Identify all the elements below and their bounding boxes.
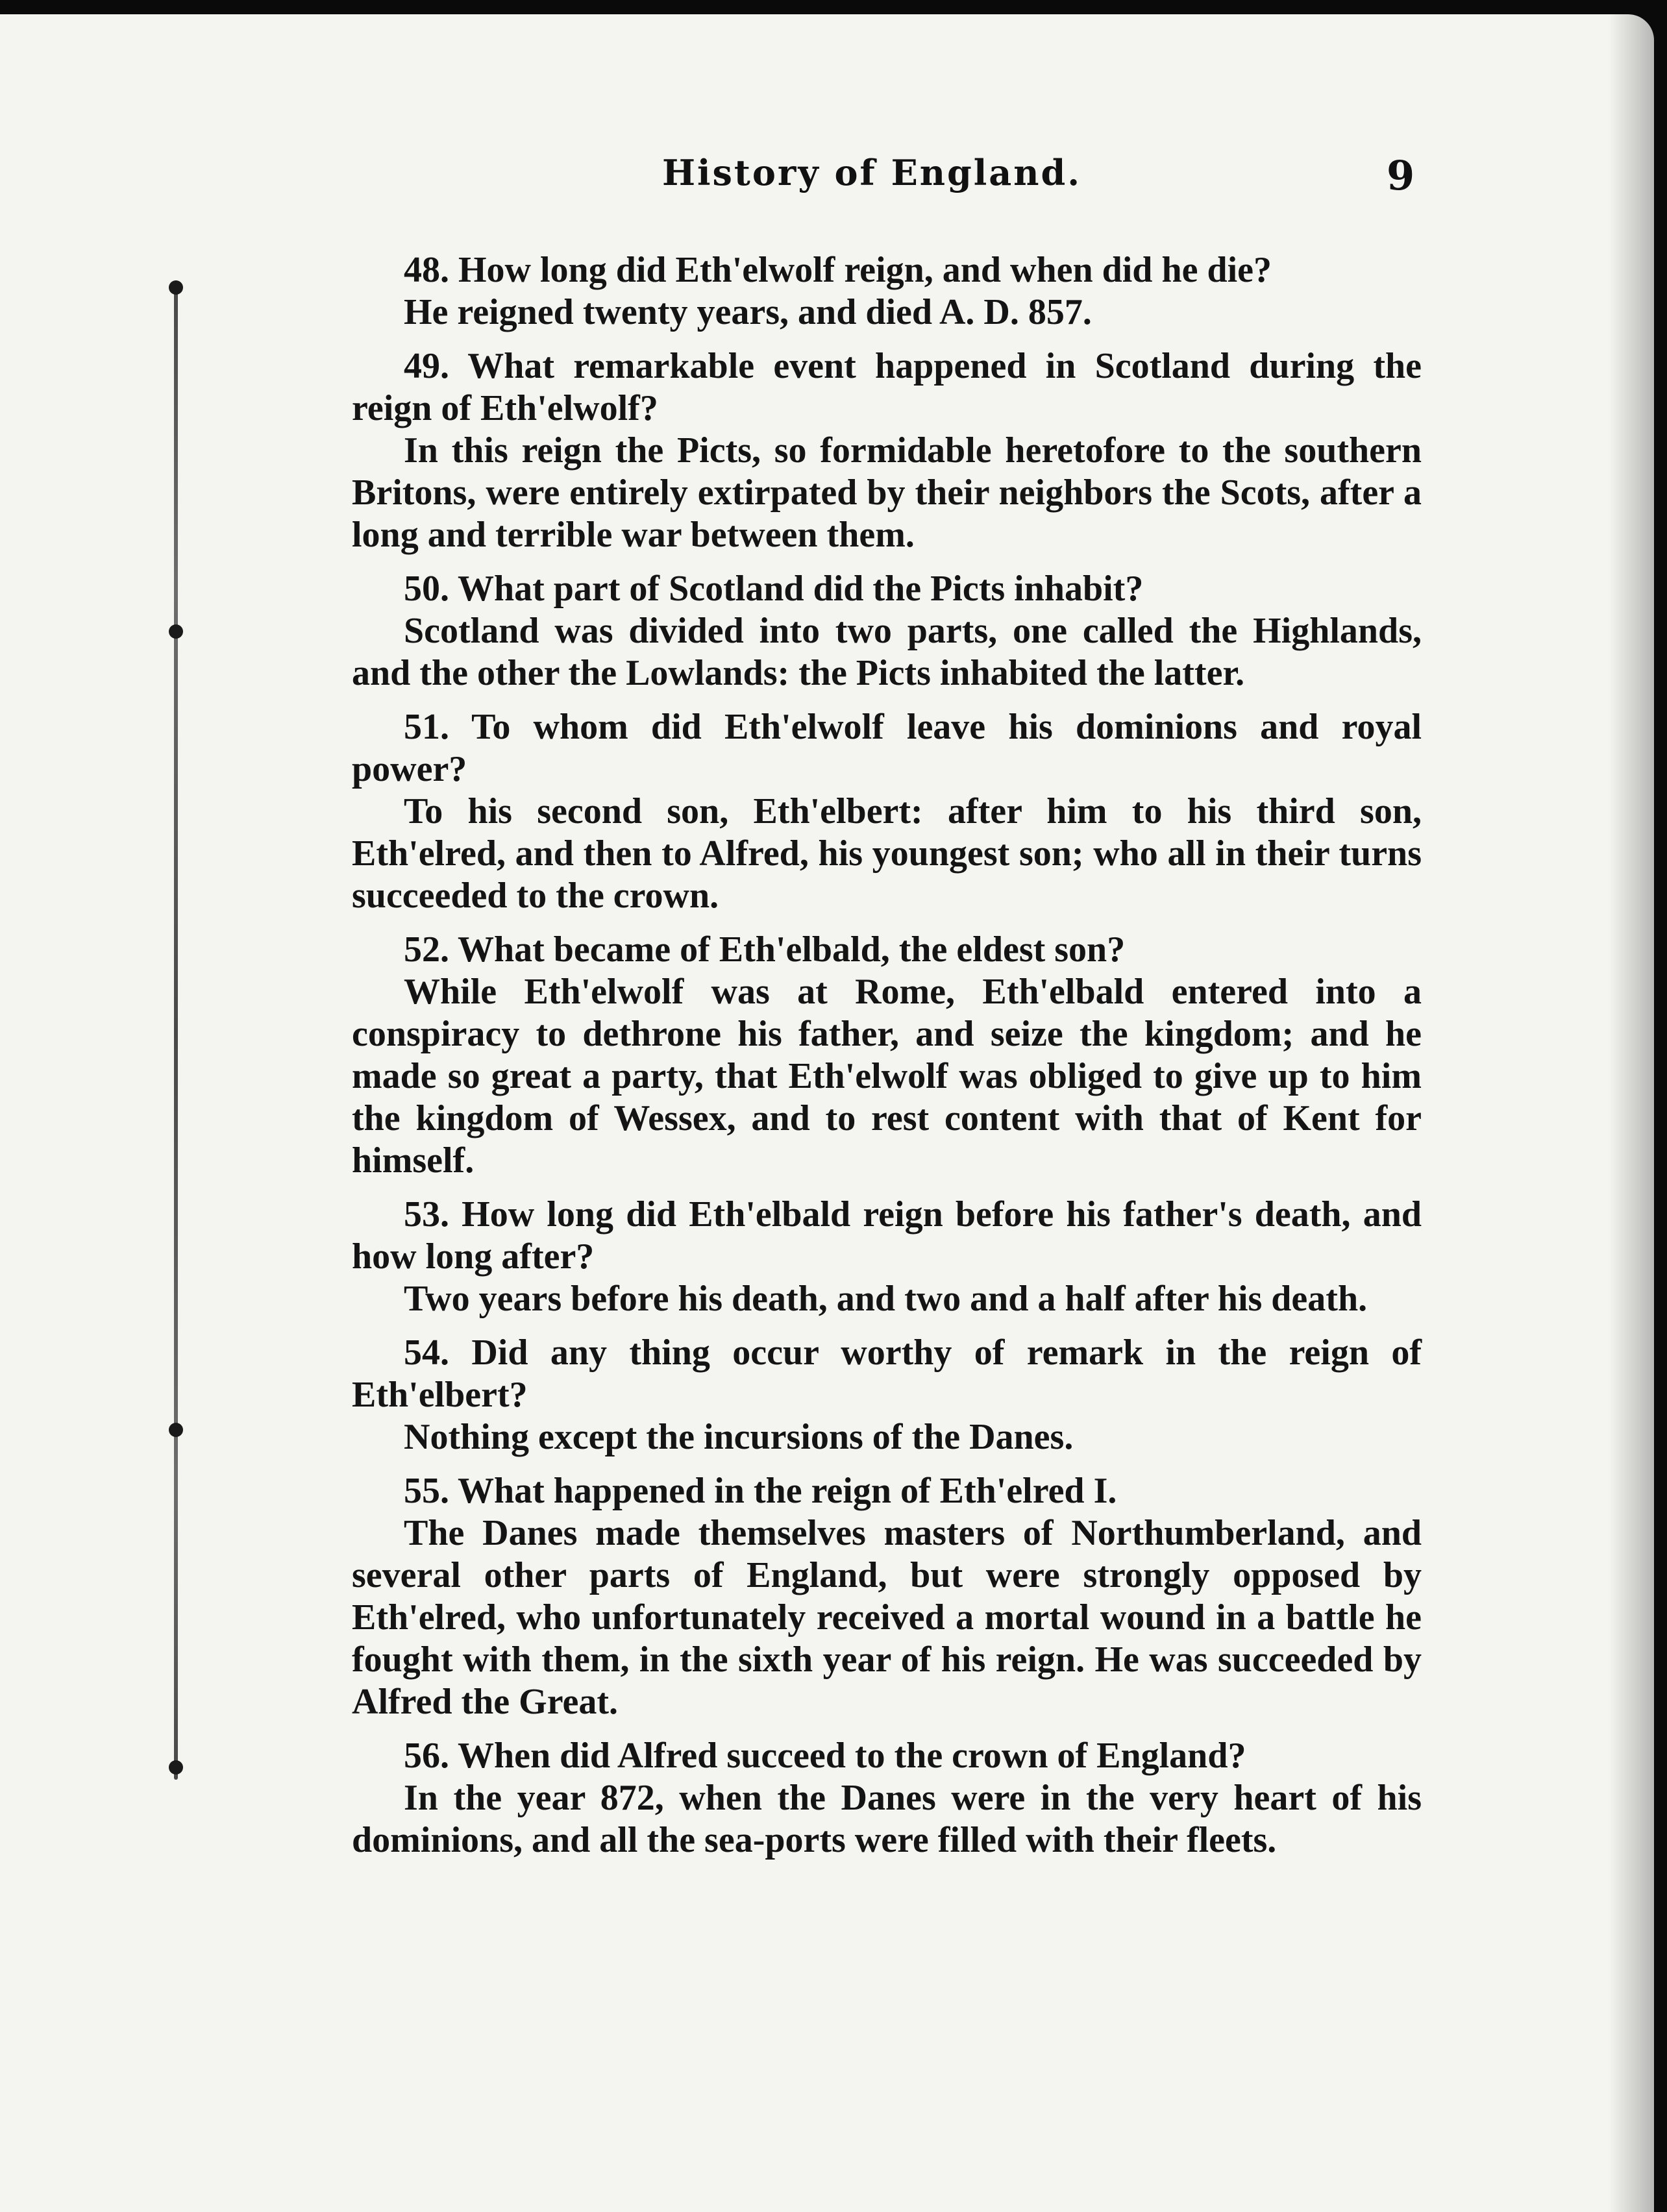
answer-55: The Danes made themselves masters of Northumberland, and several other parts of England, but were strongly opposed by Eth'elred, who unfortunately received a mortal wound in a battle he fought with them, in the sixth year of his reign. He was succeeded by Alfred the Great. (352, 1513, 1422, 1722)
body-text (352, 249, 1422, 1862)
question-48: 48. How long did Eth'elwolf reign, and when did he die? (404, 250, 1272, 290)
binding-thread (174, 287, 178, 1780)
question-56: 56. When did Alfred succeed to the crown of England? (404, 1736, 1246, 1776)
answer-54: Nothing except the incursions of the Danes. (404, 1417, 1074, 1457)
binding-stitch-mark (169, 280, 183, 295)
book-page (0, 14, 1654, 2212)
binding-stitch-mark (169, 1423, 183, 1437)
answer-53: Two years before his death, and two and a half after his death. (404, 1279, 1368, 1319)
answer-50: Scotland was divided into two parts, one called the Highlands, and the other the Lowlands: the Picts inhabited the latter. (352, 611, 1422, 693)
question-51: 51. To whom did Eth'elwolf leave his dominions and royal power? (352, 707, 1422, 789)
binding-stitch-mark (169, 624, 183, 639)
question-54: 54. Did any thing occur worthy of remark in the reign of Eth'elbert? (352, 1333, 1422, 1415)
page-number: 9 (1387, 152, 1415, 199)
answer-52: While Eth'elwolf was at Rome, Eth'elbald entered into a conspiracy to dethrone his father, and seize the kingdom; and he made so great a party, that Eth'elwolf was obliged to give up to him the kingdom of Wessex, and to rest content with that of Kent for himself. (352, 972, 1422, 1181)
question-50: 50. What part of Scotland did the Picts inhabit? (404, 569, 1144, 609)
question-49: 49. What remarkable event happened in Scotland during the reign of Eth'elwolf? (352, 346, 1422, 428)
answer-56: In the year 872, when the Danes were in the very heart of his dominions, and all the sea-ports were filled with their fleets. (352, 1778, 1422, 1860)
binding-stitch-mark (169, 1760, 183, 1775)
answer-48: He reigned twenty years, and died A. D. 857. (404, 292, 1092, 332)
answer-51: To his second son, Eth'elbert: after him to his third son, Eth'elred, and then to Alfred, his youngest son; who all in their turns succeeded to the crown. (352, 791, 1422, 916)
question-53: 53. How long did Eth'elbald reign before his father's death, and how long after? (352, 1194, 1422, 1277)
page-edge-shadow (1609, 14, 1654, 2212)
answer-49: In this reign the Picts, so formidable heretofore to the southern Britons, were entirely extirpated by their neighbors the Scots, after a long and terrible war between them. (352, 430, 1422, 555)
running-title: History of England. (662, 152, 1082, 193)
question-52: 52. What became of Eth'elbald, the eldest son? (404, 929, 1126, 970)
question-55: 55. What happened in the reign of Eth'elred I. (404, 1471, 1117, 1511)
